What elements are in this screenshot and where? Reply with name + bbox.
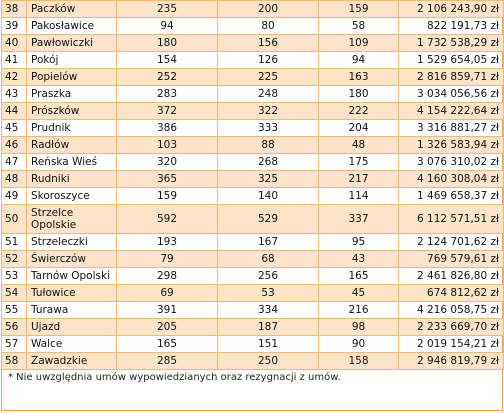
value-c-cell: 163	[319, 69, 399, 86]
table-row	[2, 120, 504, 137]
value-c-cell: 48	[319, 137, 399, 154]
gmina-name-cell: Ujazd	[27, 319, 117, 336]
table-row	[2, 18, 504, 35]
value-a-cell: 298	[117, 268, 218, 285]
gmina-name-cell: Zawadzkie	[27, 353, 117, 370]
gmina-name-cell: Paczków	[27, 1, 117, 18]
value-c-cell: 337	[319, 205, 399, 234]
gmina-name-cell: Pawłowiczki	[27, 35, 117, 52]
row-number-cell: 43	[2, 86, 27, 103]
value-a-cell: 94	[117, 18, 218, 35]
row-number-cell: 55	[2, 302, 27, 319]
amount-cell: 674 812,62 zł	[399, 285, 504, 302]
value-c-cell: 114	[319, 188, 399, 205]
amount-cell: 2 106 243,90 zł	[399, 1, 504, 18]
gmina-name-cell: Walce	[27, 336, 117, 353]
amount-cell: 822 191,73 zł	[399, 18, 504, 35]
table-row	[2, 86, 504, 103]
gmina-name-cell: Tułowice	[27, 285, 117, 302]
value-b-cell: 68	[218, 251, 319, 268]
row-number-cell: 42	[2, 69, 27, 86]
table-row	[2, 188, 504, 205]
gmina-name-cell: Rudniki	[27, 171, 117, 188]
data-table	[1, 0, 504, 370]
table-row	[2, 69, 504, 86]
value-c-cell: 109	[319, 35, 399, 52]
value-a-cell: 154	[117, 52, 218, 69]
amount-cell: 3 076 310,02 zł	[399, 154, 504, 171]
gmina-name-cell: Reńska Wieś	[27, 154, 117, 171]
gmina-name-cell: Turawa	[27, 302, 117, 319]
value-c-cell: 158	[319, 353, 399, 370]
value-b-cell: 200	[218, 1, 319, 18]
row-number-cell: 53	[2, 268, 27, 285]
value-b-cell: 156	[218, 35, 319, 52]
value-c-cell: 58	[319, 18, 399, 35]
value-a-cell: 235	[117, 1, 218, 18]
amount-cell: 769 579,61 zł	[399, 251, 504, 268]
value-a-cell: 159	[117, 188, 218, 205]
row-number-cell: 49	[2, 188, 27, 205]
value-b-cell: 225	[218, 69, 319, 86]
table-row	[2, 234, 504, 251]
amount-cell: 1 529 654,05 zł	[399, 52, 504, 69]
table-row	[2, 205, 504, 234]
row-number-cell: 38	[2, 1, 27, 18]
gmina-name-cell: Radłów	[27, 137, 117, 154]
value-b-cell: 151	[218, 336, 319, 353]
amount-cell: 4 216 058,75 zł	[399, 302, 504, 319]
amount-cell: 2 461 826,80 zł	[399, 268, 504, 285]
value-b-cell: 334	[218, 302, 319, 319]
table-row	[2, 52, 504, 69]
value-a-cell: 372	[117, 103, 218, 120]
table-row	[2, 319, 504, 336]
value-a-cell: 205	[117, 319, 218, 336]
value-a-cell: 592	[117, 205, 218, 234]
row-number-cell: 46	[2, 137, 27, 154]
table-row	[2, 1, 504, 18]
row-number-cell: 39	[2, 18, 27, 35]
value-b-cell: 167	[218, 234, 319, 251]
value-c-cell: 45	[319, 285, 399, 302]
value-b-cell: 126	[218, 52, 319, 69]
value-b-cell: 140	[218, 188, 319, 205]
table-row	[2, 353, 504, 370]
amount-cell: 4 154 222,64 zł	[399, 103, 504, 120]
amount-cell: 4 160 308,04 zł	[399, 171, 504, 188]
value-c-cell: 222	[319, 103, 399, 120]
table-row	[2, 285, 504, 302]
value-c-cell: 43	[319, 251, 399, 268]
amount-cell: 1 732 538,29 zł	[399, 35, 504, 52]
value-a-cell: 320	[117, 154, 218, 171]
footnote: * Nie uwzględnia umów wypowiedzianych oraz rezygnacji z umów.	[8, 372, 341, 383]
value-c-cell: 94	[319, 52, 399, 69]
table-row	[2, 103, 504, 120]
value-a-cell: 180	[117, 35, 218, 52]
table-body	[2, 1, 504, 370]
value-c-cell: 95	[319, 234, 399, 251]
row-number-cell: 51	[2, 234, 27, 251]
value-b-cell: 187	[218, 319, 319, 336]
value-b-cell: 248	[218, 86, 319, 103]
value-a-cell: 79	[117, 251, 218, 268]
table-row	[2, 137, 504, 154]
amount-cell: 6 112 571,51 zł	[399, 205, 504, 234]
value-b-cell: 53	[218, 285, 319, 302]
value-a-cell: 165	[117, 336, 218, 353]
row-number-cell: 44	[2, 103, 27, 120]
row-number-cell: 52	[2, 251, 27, 268]
gmina-name-cell: Strzeleczki	[27, 234, 117, 251]
value-a-cell: 69	[117, 285, 218, 302]
value-a-cell: 103	[117, 137, 218, 154]
gmina-name-cell: Świerczów	[27, 251, 117, 268]
gmina-name-cell: Strzelce Opolskie	[27, 205, 117, 234]
table-row	[2, 154, 504, 171]
value-a-cell: 391	[117, 302, 218, 319]
value-a-cell: 365	[117, 171, 218, 188]
table-row	[2, 302, 504, 319]
row-number-cell: 50	[2, 205, 27, 234]
row-number-cell: 57	[2, 336, 27, 353]
gmina-name-cell: Tarnów Opolski	[27, 268, 117, 285]
amount-cell: 2 124 701,62 zł	[399, 234, 504, 251]
value-c-cell: 98	[319, 319, 399, 336]
row-number-cell: 56	[2, 319, 27, 336]
amount-cell: 1 469 658,37 zł	[399, 188, 504, 205]
value-b-cell: 268	[218, 154, 319, 171]
value-c-cell: 159	[319, 1, 399, 18]
gmina-name-cell: Popielów	[27, 69, 117, 86]
value-b-cell: 256	[218, 268, 319, 285]
amount-cell: 3 316 881,27 zł	[399, 120, 504, 137]
amount-cell: 1 326 583,94 zł	[399, 137, 504, 154]
row-number-cell: 40	[2, 35, 27, 52]
row-number-cell: 58	[2, 353, 27, 370]
gmina-name-cell: Pakosławice	[27, 18, 117, 35]
value-b-cell: 333	[218, 120, 319, 137]
value-b-cell: 88	[218, 137, 319, 154]
row-number-cell: 45	[2, 120, 27, 137]
value-a-cell: 252	[117, 69, 218, 86]
amount-cell: 2 816 859,71 zł	[399, 69, 504, 86]
row-number-cell: 54	[2, 285, 27, 302]
table-row	[2, 251, 504, 268]
gmina-name-cell: Prószków	[27, 103, 117, 120]
table-row	[2, 171, 504, 188]
value-a-cell: 285	[117, 353, 218, 370]
value-c-cell: 217	[319, 171, 399, 188]
value-c-cell: 180	[319, 86, 399, 103]
value-b-cell: 80	[218, 18, 319, 35]
row-number-cell: 41	[2, 52, 27, 69]
value-b-cell: 529	[218, 205, 319, 234]
value-b-cell: 250	[218, 353, 319, 370]
gmina-name-cell: Praszka	[27, 86, 117, 103]
table-row	[2, 35, 504, 52]
value-c-cell: 165	[319, 268, 399, 285]
amount-cell: 2 233 669,70 zł	[399, 319, 504, 336]
gmina-name-cell: Prudnik	[27, 120, 117, 137]
table-row	[2, 336, 504, 353]
amount-cell: 2 019 154,21 zł	[399, 336, 504, 353]
amount-cell: 2 946 819,79 zł	[399, 353, 504, 370]
value-b-cell: 322	[218, 103, 319, 120]
value-c-cell: 90	[319, 336, 399, 353]
row-number-cell: 47	[2, 154, 27, 171]
value-c-cell: 175	[319, 154, 399, 171]
value-b-cell: 325	[218, 171, 319, 188]
value-a-cell: 193	[117, 234, 218, 251]
gmina-name-cell: Pokój	[27, 52, 117, 69]
amount-cell: 3 034 056,56 zł	[399, 86, 504, 103]
row-number-cell: 48	[2, 171, 27, 188]
value-a-cell: 283	[117, 86, 218, 103]
value-c-cell: 216	[319, 302, 399, 319]
gmina-name-cell: Skoroszyce	[27, 188, 117, 205]
table-row	[2, 268, 504, 285]
value-a-cell: 386	[117, 120, 218, 137]
value-c-cell: 204	[319, 120, 399, 137]
